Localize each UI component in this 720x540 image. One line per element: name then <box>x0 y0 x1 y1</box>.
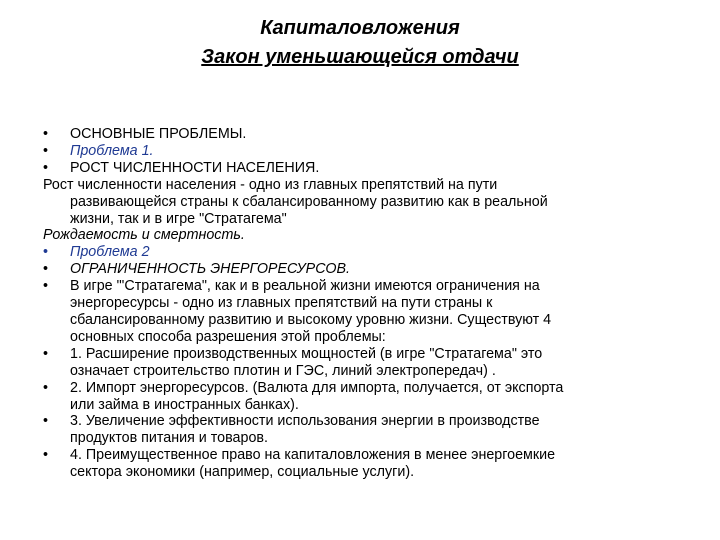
bullet-text-line-2: энергоресурсы - одно из главных препятствий на пути страны к <box>70 295 493 312</box>
bullet-icon: • <box>43 142 49 159</box>
bullet-text-line-4: основных способа разрешения этой проблемы: <box>70 328 386 345</box>
bullet-text-line-1: 2. Импорт энергоресурсов. (Валюта для импорта, получается, от экспорта <box>70 379 564 396</box>
bullet-text: Проблема 2 <box>70 244 150 261</box>
bullet-text: ОСНОВНЫЕ ПРОБЛЕМЫ. <box>70 126 247 142</box>
bullet-icon: • <box>43 413 49 430</box>
bullet-text-line-1: 4. Преимущественное право на капиталовложения в менее энергоемкие <box>70 447 556 464</box>
bullet-item-capacity-expansion <box>43 346 683 363</box>
paragraph-population-line-1: Рост численности населения - одно из главных препятствий на пути <box>43 176 498 193</box>
bullet-item-problem-1 <box>43 143 683 160</box>
bullet-icon: • <box>43 126 49 142</box>
bullet-text-line-1: В игре "'Стратагема", как и в реальной жизни имеются ограничения на <box>70 278 540 295</box>
bullet-item-problem-2 <box>43 244 683 261</box>
bullet-text-line-2: означает строительство плотин и ГЭС, линий электропередач) . <box>70 362 496 379</box>
title-line-1: Капиталовложения <box>260 17 460 39</box>
bullet-icon: • <box>43 345 49 362</box>
bullet-text-line-2: или займа в иностранных банках). <box>70 396 299 413</box>
bullet-text-line-2: сектора экономики (например, социальные услуги). <box>70 464 415 481</box>
bullet-text-line-2: продуктов питания и товаров. <box>70 430 268 447</box>
bullet-text-line-3: сбалансированному развитию и высокому уровню жизни. Существуют 4 <box>70 311 552 328</box>
bullet-item-investment-priority <box>43 447 683 464</box>
title-line-2: Закон уменьшающейся отдачи <box>201 46 519 68</box>
slide-title <box>0 14 720 72</box>
bullet-item-strategema-energy <box>43 278 683 295</box>
bullet-text: ОГРАНИЧЕННОСТЬ ЭНЕРГОРЕСУРСОВ. <box>70 261 350 278</box>
bullet-item-population-growth <box>43 160 683 177</box>
bullet-icon: • <box>43 379 49 396</box>
bullet-icon: • <box>43 278 49 295</box>
bullet-text: РОСТ ЧИСЛЕННОСТИ НАСЕЛЕНИЯ. <box>70 159 320 176</box>
bullet-item-energy-efficiency <box>43 413 683 430</box>
bullet-text-line-1: 1. Расширение производственных мощностей (в игре "Стратагема" это <box>70 345 543 362</box>
bullet-item-energy-import <box>43 380 683 397</box>
bullet-icon: • <box>43 447 49 464</box>
bullet-item-main-problems <box>43 126 683 143</box>
bullet-item-energy-limits <box>43 261 683 278</box>
subheading-birth-death: Рождаемость и смертность. <box>43 227 245 244</box>
bullet-icon: • <box>43 261 49 278</box>
bullet-text: Проблема 1. <box>70 142 154 159</box>
bullet-text-line-1: 3. Увеличение эффективности использования энергии в производстве <box>70 413 540 430</box>
bullet-icon: • <box>43 159 49 176</box>
slide-body <box>43 126 683 481</box>
paragraph-population-line-2: развивающейся страны к сбалансированному развитию как в реальной <box>70 193 548 210</box>
bullet-icon: • <box>43 244 49 261</box>
paragraph-population-line-3: жизни, так и в игре "Стратагема" <box>70 210 287 227</box>
